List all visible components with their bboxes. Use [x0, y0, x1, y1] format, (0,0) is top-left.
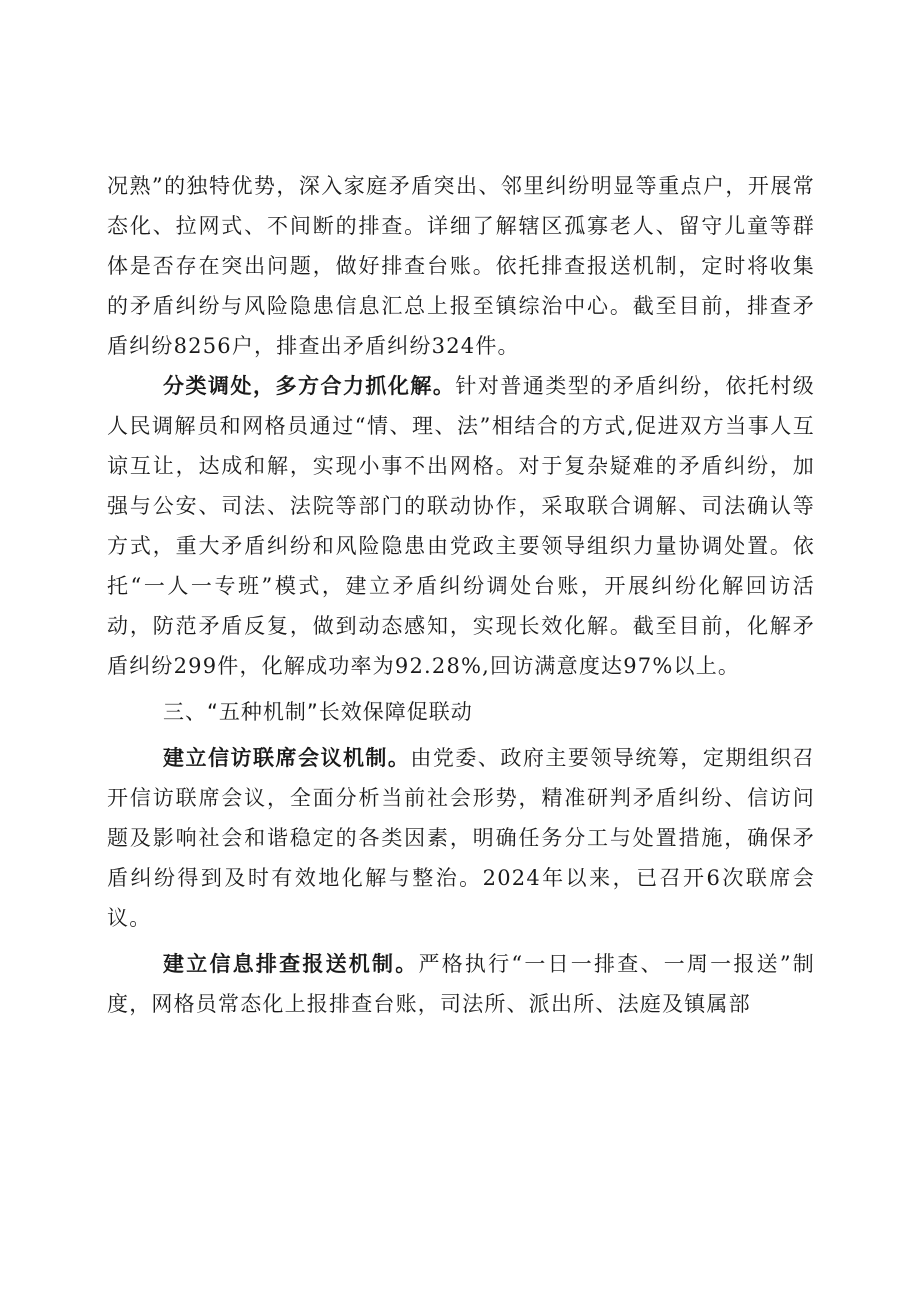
paragraph-1-body: 况熟”的独特优势，深入家庭矛盾突出、邻里纠纷明显等重点户，开展常态化、拉网式、不间断的排查。详细了解辖区孤寡老人、留守儿童等群体是否存在突出问题，做好排查台账。依托排查报送机制，定时将收集的矛盾纠纷与风险隐患信息汇总上报至镇综治中心。截至目前，排查矛盾纠纷8256户，排查出矛盾纠纷324件。 [107, 174, 815, 358]
paragraph-3-lead: 建立信访联席会议机制。 [163, 746, 411, 770]
paragraph-2-body: 针对普通类型的矛盾纠纷，依托村级人民调解员和网格员通过“情、理、法”相结合的方式,促进双方当事人互谅互让，达成和解，实现小事不出网格。对于复杂疑难的矛盾纠纷，加强与公安、司法、法院等部门的联动协作，采取联合调解、司法确认等方式，重大矛盾纠纷和风险隐患由党政主要领导组织力量协调处置。依托“一人一专班”模式，建立矛盾纠纷调处台账，开展纠纷化解回访活动，防范矛盾反复，做到动态感知，实现长效化解。截至目前，化解矛盾纠纷299件，化解成功率为92.28%,回访满意度达97%以上。 [107, 374, 815, 678]
document-body [107, 166, 815, 1024]
paragraph-2 [107, 366, 815, 686]
paragraph-3-body: 由党委、政府主要领导统筹，定期组织召开信访联席会议，全面分析当前社会形势，精准研判矛盾纠纷、信访问题及影响社会和谐稳定的各类因素，明确任务分工与处置措施，确保矛盾纠纷得到及时有效地化解与整治。2024年以来，已召开6次联席会议。 [107, 746, 815, 930]
paragraph-2-lead: 分类调处，多方合力抓化解。 [163, 374, 456, 398]
section-heading: 三、“五种机制”长效保障促联动 [163, 700, 473, 724]
paragraph-3 [107, 738, 815, 938]
paragraph-4-lead: 建立信息排查报送机制。 [163, 952, 419, 976]
paragraph-4 [107, 944, 815, 1024]
paragraph-1 [107, 166, 815, 366]
paragraph-4-body: 严格执行“一日一排查、一周一报送”制度，网格员常态化上报排查台账，司法所、派出所、法庭及镇属部 [107, 952, 815, 1016]
